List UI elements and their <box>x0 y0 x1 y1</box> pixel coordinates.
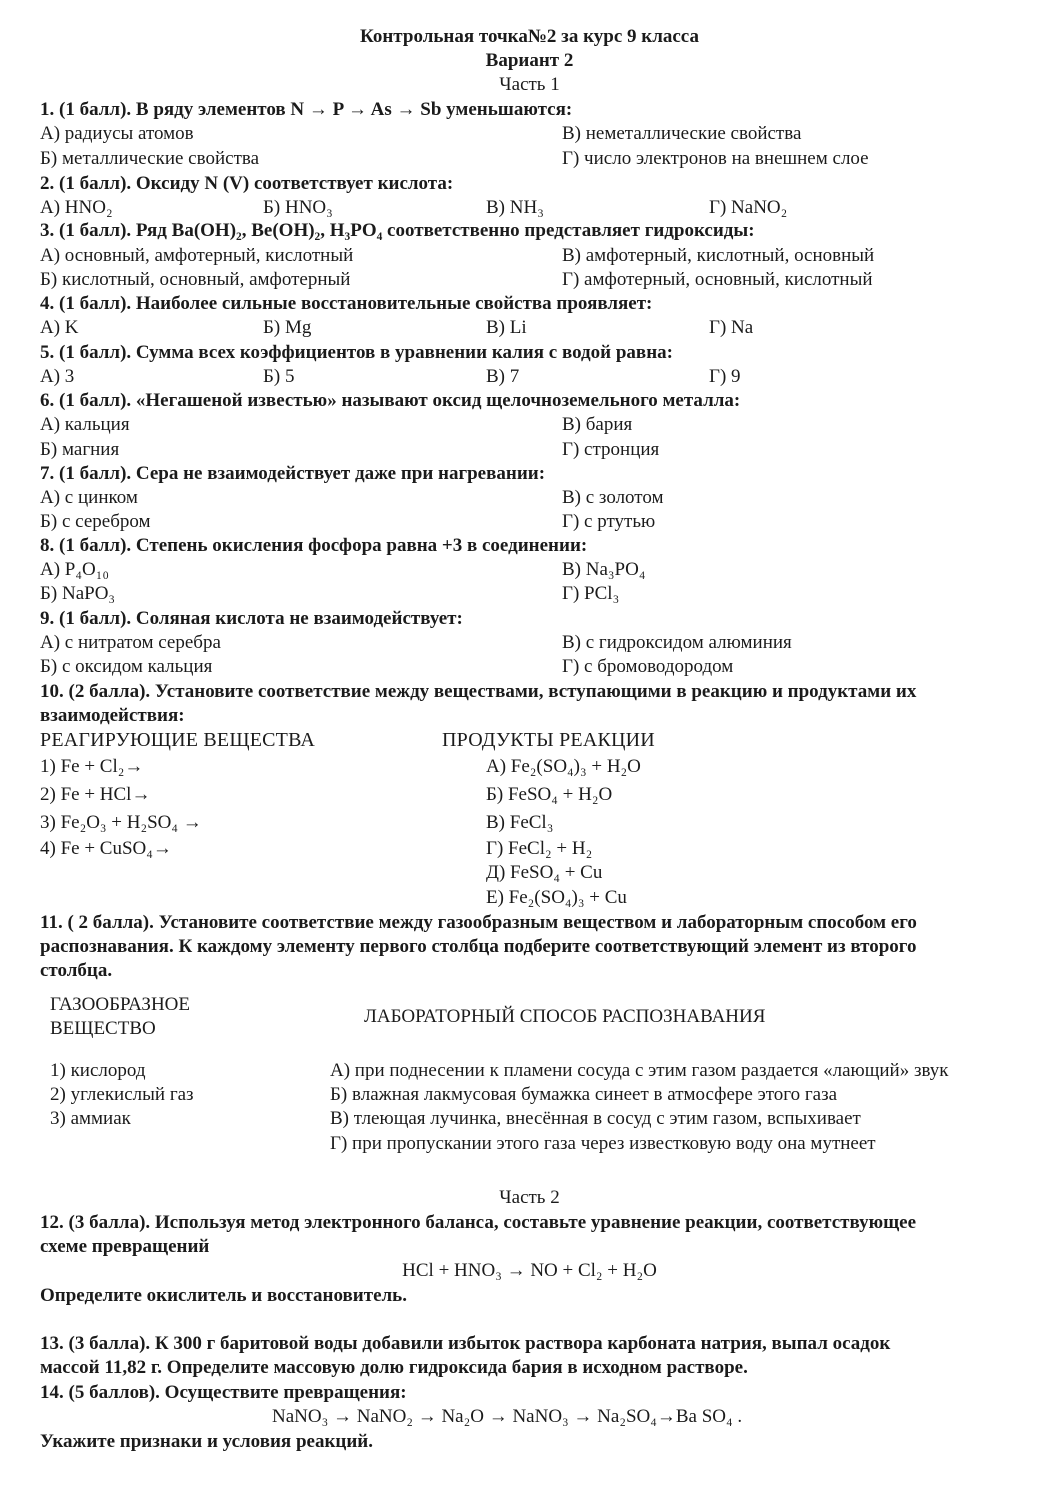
q11-method-b: Б) влажная лакмусовая бумажка синеет в атмосфере этого газа <box>330 1084 838 1105</box>
q11-question-line1: 11. ( 2 балла). Установите соответствие между газообразным веществом и лабораторным способом его <box>40 912 917 933</box>
q4-option-g: Г) Na <box>709 317 754 338</box>
q2-question: 2. (1 балл). Оксиду N (V) соответствует кислота: <box>40 173 454 194</box>
doc-title: Контрольная точка№2 за курс 9 класса <box>360 26 699 47</box>
q10-product-a: А) Fe₂(SO₄)₃ + H₂O <box>486 756 641 777</box>
part2-label: Часть 2 <box>499 1187 560 1208</box>
q11-question-line3: столбца. <box>40 960 113 981</box>
q10-product-d: Д) FeSO₄ + Cu <box>486 862 603 883</box>
part1-label: Часть 1 <box>499 74 560 95</box>
q6-option-g: Г) стронция <box>562 439 660 460</box>
q3-option-b: Б) кислотный, основный, амфотерный <box>40 269 351 290</box>
q9-option-v: В) с гидроксидом алюминия <box>562 632 792 653</box>
q3-question: 3. (1 балл). Ряд Ba(OH)₂, Be(OH)₂, H₃PO₄ соответственно представляет гидроксиды: <box>40 220 755 241</box>
q3-option-g: Г) амфотерный, основный, кислотный <box>562 269 873 290</box>
q5-option-a: А) 3 <box>40 366 75 387</box>
q11-method-v: В) тлеющая лучинка, внесённая в сосуд с этим газом, вспыхивает <box>330 1108 861 1129</box>
q12-question-line1: 12. (3 балла). Используя метод электронного баланса, составьте уравнение реакции, соответствующее <box>40 1212 917 1233</box>
q12-equation: HCl + HNO₃ → NO + Cl₂ + H₂O <box>402 1260 657 1281</box>
q11-gas-3: 3) аммиак <box>50 1108 131 1129</box>
q2-option-g: Г) NaNO₂ <box>709 197 788 218</box>
variant-label: Вариант 2 <box>485 50 574 71</box>
q5-option-b: Б) 5 <box>263 366 295 387</box>
q11-col-method: ЛАБОРАТОРНЫЙ СПОСОБ РАСПОЗНАВАНИЯ <box>364 1006 766 1027</box>
q4-option-a: А) K <box>40 317 79 338</box>
q7-option-a: А) с цинком <box>40 487 138 508</box>
q6-option-a: А) кальция <box>40 414 130 435</box>
q10-reagent-2: 2) Fe + HCl→ <box>40 784 151 805</box>
q10-col-products: ПРОДУКТЫ РЕАКЦИИ <box>442 729 655 751</box>
q6-option-b: Б) магния <box>40 439 120 460</box>
q8-option-a: А) P₄O₁₀ <box>40 559 109 580</box>
q5-option-g: Г) 9 <box>709 366 741 387</box>
q7-option-g: Г) с ртутью <box>562 511 656 532</box>
q8-option-v: В) Na₃PO₄ <box>562 559 646 580</box>
q13-question-line2: массой 11,82 г. Определите массовую долю гидроксида бария в исходном растворе. <box>40 1357 748 1378</box>
q1-option-v: В) неметаллические свойства <box>562 123 802 144</box>
q14-question: 14. (5 баллов). Осуществите превращения: <box>40 1382 407 1403</box>
q11-method-g: Г) при пропускании этого газа через известковую воду она мутнеет <box>330 1133 876 1154</box>
q8-question: 8. (1 балл). Степень окисления фосфора равна +3 в соединении: <box>40 535 588 556</box>
q11-col-gas-line2: ВЕЩЕСТВО <box>50 1018 156 1039</box>
q7-question: 7. (1 балл). Сера не взаимодействует даже при нагревании: <box>40 463 546 484</box>
q2-option-b: Б) HNO₃ <box>263 197 333 218</box>
q10-product-g: Г) FeCl₂ + H₂ <box>486 838 593 859</box>
q10-reagent-4: 4) Fe + CuSO₄→ <box>40 838 172 859</box>
q11-gas-2: 2) углекислый газ <box>50 1084 194 1105</box>
q4-question: 4. (1 балл). Наиболее сильные восстановительные свойства проявляет: <box>40 293 653 314</box>
q10-reagent-3: 3) Fe₂O₃ + H₂SO₄ → <box>40 812 202 833</box>
q11-question-line2: распознавания. К каждому элементу первого столбца подберите соответствующий элемент из второго <box>40 936 917 957</box>
q14-chain: NaNO₃ → NaNO₂ → Na₂O → NaNO₃ → Na₂SO₄→Ba SO₄ . <box>272 1406 743 1427</box>
q9-question: 9. (1 балл). Соляная кислота не взаимодействует: <box>40 608 463 629</box>
q10-product-e: Е) Fe₂(SO₄)₃ + Cu <box>486 887 627 908</box>
q1-question: 1. (1 балл). В ряду элементов N → P → As → Sb уменьшаются: <box>40 99 573 120</box>
q10-question-line1: 10. (2 балла). Установите соответствие между веществами, вступающими в реакцию и продуктами их <box>40 681 917 702</box>
q5-question: 5. (1 балл). Сумма всех коэффициентов в уравнении калия с водой равна: <box>40 342 673 363</box>
q11-method-a: А) при поднесении к пламени сосуда с этим газом раздается «лающий» звук <box>330 1060 949 1081</box>
q11-gas-1: 1) кислород <box>50 1060 146 1081</box>
q8-option-b: Б) NaPO₃ <box>40 583 116 604</box>
q1-option-g: Г) число электронов на внешнем слое <box>562 148 869 169</box>
q4-option-b: Б) Mg <box>263 317 312 338</box>
q4-option-v: В) Li <box>486 317 527 338</box>
q7-option-b: Б) с серебром <box>40 511 151 532</box>
q2-option-a: А) HNO₂ <box>40 197 113 218</box>
q14-task: Укажите признаки и условия реакций. <box>40 1431 373 1452</box>
q9-option-a: А) с нитратом серебра <box>40 632 221 653</box>
q11-col-gas-line1: ГАЗООБРАЗНОЕ <box>50 994 190 1015</box>
q1-option-b: Б) металлические свойства <box>40 148 260 169</box>
q9-option-g: Г) с бромоводородом <box>562 656 734 677</box>
q10-product-b: Б) FeSO₄ + H₂O <box>486 784 613 805</box>
q13-question-line1: 13. (3 балла). К 300 г баритовой воды добавили избыток раствора карбоната натрия, выпал осадок <box>40 1333 891 1354</box>
q2-option-v: В) NH₃ <box>486 197 544 218</box>
q3-option-a: А) основный, амфотерный, кислотный <box>40 245 354 266</box>
q7-option-v: В) с золотом <box>562 487 664 508</box>
q12-question-line2: схеме превращений <box>40 1236 210 1257</box>
q8-option-g: Г) PCl₃ <box>562 583 620 604</box>
q9-option-b: Б) с оксидом кальция <box>40 656 213 677</box>
q10-product-v: В) FeCl₃ <box>486 812 554 833</box>
q10-question-line2: взаимодействия: <box>40 705 185 726</box>
q10-col-reagents: РЕАГИРУЮЩИЕ ВЕЩЕСТВА <box>40 729 315 751</box>
q1-option-a: А) радиусы атомов <box>40 123 194 144</box>
q10-reagent-1: 1) Fe + Cl₂→ <box>40 756 144 777</box>
q6-question: 6. (1 балл). «Негашеной известью» называют оксид щелочноземельного металла: <box>40 390 741 411</box>
q5-option-v: В) 7 <box>486 366 520 387</box>
q3-option-v: В) амфотерный, кислотный, основный <box>562 245 875 266</box>
q6-option-v: В) бария <box>562 414 633 435</box>
q12-task: Определите окислитель и восстановитель. <box>40 1285 407 1306</box>
